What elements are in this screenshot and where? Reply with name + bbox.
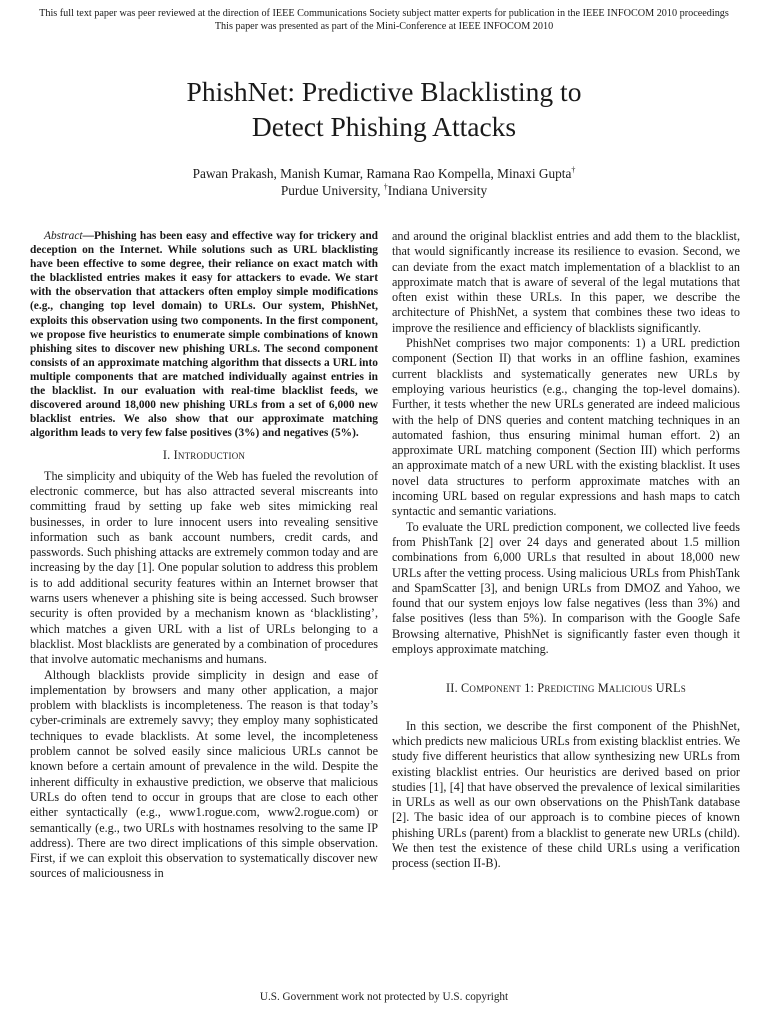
intro-paragraph-4: To evaluate the URL prediction component, we collected live feeds from PhishTank [2] over 24 days and generated about 1.5 million combinations from 6,000 URLs that resulted in about 18,000 new URLs after the vetting process. Using malicious URLs from PhishTank and SpamScatter [3], and benign URLs from DMOZ and Yahoo, we found that our system enjoys low false negatives (less than 3%) and false positives (less than 5%). In comparison with the Google Safe Browsing alternative, PhishNet is significantly faster even though it employs approximate matching. <box>392 519 740 657</box>
section-1-heading: I. Introduction <box>162 448 246 463</box>
paper-title <box>0 74 768 144</box>
abstract-paragraph <box>30 229 378 440</box>
left-column <box>30 229 378 882</box>
intro-paragraph-3: PhishNet comprises two major components: 1) a URL prediction component (Section II) that works in an offline fashion, examines current blacklists and systematically generates new URLs by employing various heuristics (e.g., changing the top-level domains). Further, it tests whether the new URLs generated are indeed malicious with the help of DNS queries and content matching techniques in an automated fashion, thus ensuring minimal human effort. 2) an approximate URL matching component (Section III) which performs an approximate match of a new URL with the existing blacklist. It uses novel data structures to perform approximate matches with an incoming URL based on regular expressions and hash maps to catch syntactic and semantic variations. <box>392 336 740 519</box>
header-line-2: This paper was presented as part of the Mini-Conference at IEEE INFOCOM 2010 <box>214 21 554 32</box>
proceedings-header <box>0 7 768 33</box>
affiliation-indiana: Indiana University <box>387 183 488 198</box>
header-line-1: This full text paper was peer reviewed at the direction of IEEE Communications Society subject matter experts for publication in the IEEE INFOCOM 2010 proceedings <box>39 8 729 19</box>
intro-paragraph-1: The simplicity and ubiquity of the Web has fueled the revolution of electronic commerce, but has also attracted several miscreants into committing fraud by setting up fake web sites mimicking real businesses, in order to lure innocent users into revealing sensitive information such as bank account numbers, credit cards, and passwords. Such phishing attacks are extremely common today and are increasing by the day [1]. One popular solution to address this problem is to add additional security features within an Internet browser that warns users whenever a phishing site is being accessed. Such browser security is often provided by a mechanism known as ‘blacklisting’, which matches a given URL with a list of URLs belonging to a blacklist. Most blacklists are generated by a combination of procedures that involve automatic mechanisms and humans. <box>30 468 378 667</box>
abstract <box>30 229 378 440</box>
intro-paragraph-2-continued: and around the original blacklist entries and add them to the blacklist, that would significantly increase its resilience to evasion. Second, we can deviate from the exact match implementation of a blacklist to an approximate match that is aware of several of the legal mutations that often exist within these URLs. In this paper, we describe the architecture of PhishNet, a system that combines these two ideas to improve the resilience and efficiency of blacklists significantly. <box>392 229 740 335</box>
affiliation-purdue: Purdue University, <box>280 183 384 198</box>
dagger-mark: † <box>571 165 576 175</box>
author-names <box>0 165 768 182</box>
intro-paragraph-2: Although blacklists provide simplicity in design and ease of implementation by browsers and many other application, a major problem with blacklists is incompleteness. The reason is that today’s cyber-criminals are extremely savvy; they employ many sophisticated techniques to evade blacklists. At some level, the incompleteness problem cannot be solved easily since malicious URLs cannot be known before a certain amount of prevalence in the wild. Despite the inherent difficulty in exhaustive prediction, we observe that malicious URLs do often tend to occur in groups that are close to each other either syntactically (e.g., www1.rogue.com, www2.rogue.com) or semantically (e.g., two URLs with hostnames resolving to the same IP address). There are two direct implications of this simple observation. First, if we can exploit this observation to systematically discover new sources of maliciousness in <box>30 667 378 881</box>
section-2-paragraph-1: In this section, we describe the first component of the PhishNet, which predicts new malicious URLs from existing blacklist entries. We study five different heuristics that allow synthesizing new URLs from existing blacklist entries. Our heuristics are derived based on prior studies [1], [4] that have observed the prevalence of lexical similarities in URLs as well as our own observations on the PhishTank database [2]. The basic idea of our approach is to combine pieces of known phishing URLs (parent) from a blacklist to generate new URLs (child). We then test the existence of these child URLs using a verification process (section II-B). <box>392 718 740 871</box>
right-column <box>392 229 740 872</box>
section-2-heading: II. Component 1: Predicting Malicious URLs <box>446 681 686 696</box>
title-line-1: PhishNet: Predictive Blacklisting to <box>186 76 582 107</box>
author-affiliations <box>0 182 768 199</box>
title-line-2: Detect Phishing Attacks <box>251 111 517 142</box>
abstract-label: Abstract <box>44 230 83 242</box>
author-names-text: Pawan Prakash, Manish Kumar, Ramana Rao Kompella, Minaxi Gupta <box>192 166 572 181</box>
author-block <box>0 165 768 199</box>
affiliation-dagger-mark: † <box>383 182 388 192</box>
copyright-footer: U.S. Government work not protected by U.S. copyright <box>259 991 509 1003</box>
abstract-text: —Phishing has been easy and effective way for trickery and deception on the Internet. While solutions such as URL blacklisting have been effective to some degree, their reliance on exact match with the blacklisted entries makes it easy for attackers to evade. We start with the observation that attackers often employ simple modifications (e.g., changing top level domain) to URLs. Our system, PhishNet, exploits this observation using two components. In the first component, we propose five heuristics to enumerate simple combinations of known phishing sites to discover new phishing URLs. The second component consists of an approximate matching algorithm that dissects a URL into multiple components that are matched individually against entries in the blacklist. In our evaluation with real-time blacklist feeds, we discovered around 18,000 new phishing URLs from a set of 6,000 new blacklist entries. We also show that our approximate matching algorithm leads to very few false positives (3%) and negatives (5%). <box>30 230 378 440</box>
